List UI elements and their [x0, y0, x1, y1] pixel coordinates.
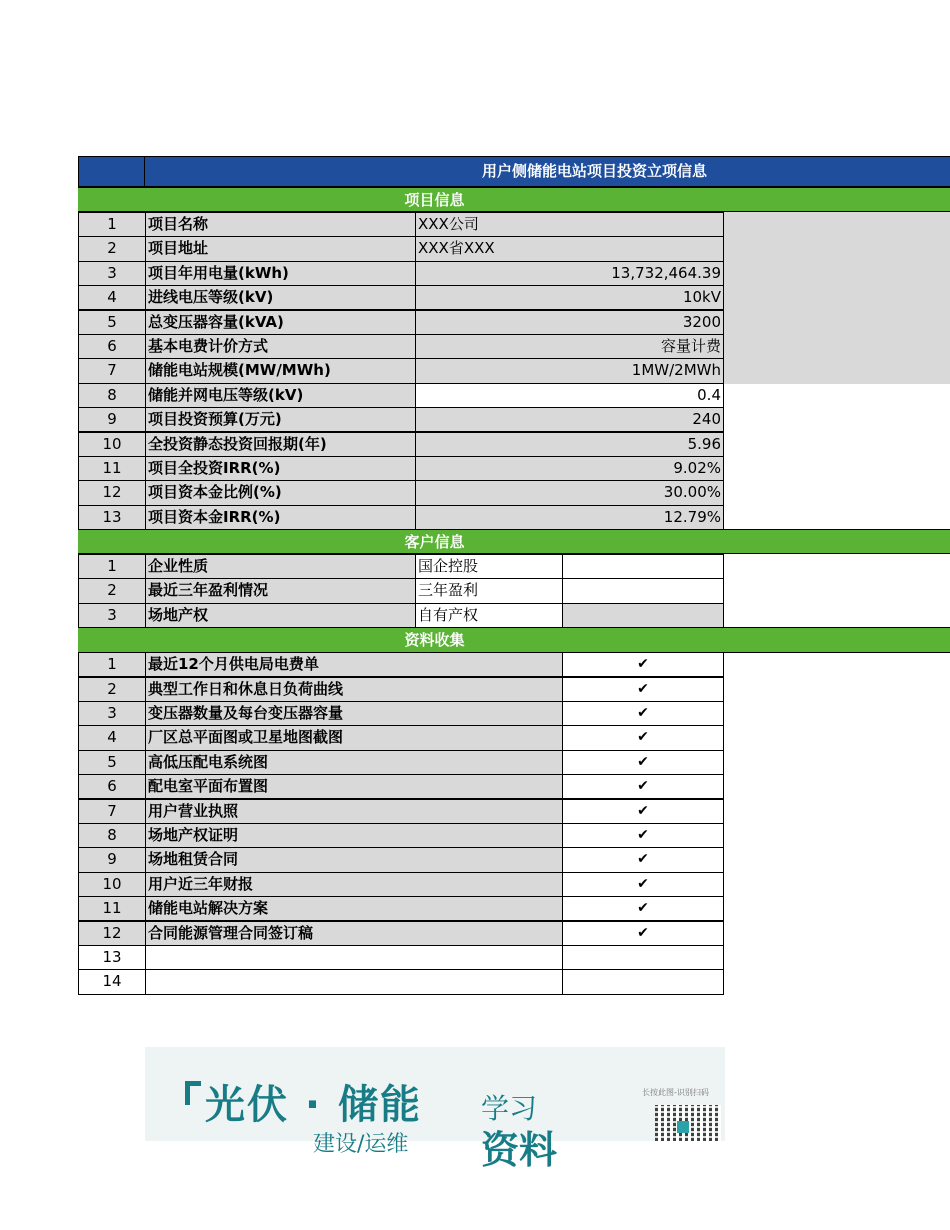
section-project-info — [78, 187, 950, 212]
field-label: 全投资静态投资回报期(年) — [145, 432, 416, 457]
section-materials-label: 资料收集 — [404, 631, 465, 650]
row-number: 11 — [78, 456, 146, 481]
material-label: 用户营业执照 — [145, 799, 563, 824]
row-number: 1 — [78, 554, 146, 579]
material-label: 配电室平面布置图 — [145, 774, 563, 799]
field-label: 企业性质 — [145, 554, 416, 579]
field-value[interactable]: XXX省XXX — [415, 236, 724, 261]
row-number: 8 — [78, 383, 146, 408]
material-label — [145, 969, 563, 994]
checkmark-icon[interactable]: ✔ — [562, 847, 724, 872]
field-value[interactable]: 10kV — [415, 285, 724, 310]
row-number: 12 — [78, 480, 146, 505]
row-number: 10 — [78, 432, 146, 457]
material-label: 合同能源管理合同签订稿 — [145, 921, 563, 946]
field-value[interactable]: 13,732,464.39 — [415, 261, 724, 286]
section-project-info-label: 项目信息 — [404, 191, 465, 209]
field-value[interactable]: 30.00% — [415, 480, 724, 505]
checkmark-icon[interactable]: ✔ — [562, 677, 724, 702]
checkmark-icon[interactable] — [562, 969, 724, 994]
checkmark-icon[interactable]: ✔ — [562, 921, 724, 946]
material-label: 变压器数量及每台变压器容量 — [145, 701, 563, 726]
field-value[interactable]: 9.02% — [415, 456, 724, 481]
row-number: 5 — [78, 310, 146, 335]
row-number: 4 — [78, 285, 146, 310]
gray-extension — [724, 310, 950, 335]
row-number: 12 — [78, 921, 146, 946]
checkmark-icon[interactable]: ✔ — [562, 799, 724, 824]
section-materials — [78, 627, 950, 652]
gray-extension — [724, 285, 950, 310]
checkmark-icon[interactable]: ✔ — [562, 725, 724, 750]
field-value[interactable]: 240 — [415, 407, 724, 432]
field-value[interactable]: 国企控股 — [415, 554, 563, 579]
material-label: 最近12个月供电局电费单 — [145, 652, 563, 677]
checkmark-icon[interactable]: ✔ — [562, 774, 724, 799]
gray-extension — [724, 236, 950, 261]
field-label: 项目资本金IRR(%) — [145, 505, 416, 530]
row-number: 7 — [78, 358, 146, 383]
field-label: 进线电压等级(kV) — [145, 285, 416, 310]
row-number: 1 — [78, 212, 146, 237]
material-label: 厂区总平面图或卫星地图截图 — [145, 725, 563, 750]
promo-title: 光伏 · 储能 — [205, 1082, 423, 1128]
field-label: 总变压器容量(kVA) — [145, 310, 416, 335]
field-label: 项目资本金比例(%) — [145, 480, 416, 505]
promo-banner — [145, 1047, 725, 1172]
checkmark-icon[interactable]: ✔ — [562, 872, 724, 897]
row-number: 5 — [78, 750, 146, 775]
field-label: 储能并网电压等级(kV) — [145, 383, 416, 408]
material-label: 储能电站解决方案 — [145, 896, 563, 921]
row-number: 13 — [78, 945, 146, 970]
field-extra[interactable] — [562, 554, 724, 579]
checkmark-icon[interactable]: ✔ — [562, 652, 724, 677]
gray-extension — [724, 261, 950, 286]
material-label: 场地租赁合同 — [145, 847, 563, 872]
gray-extension — [724, 334, 950, 359]
material-label: 用户近三年财报 — [145, 872, 563, 897]
checkmark-icon[interactable]: ✔ — [562, 823, 724, 848]
title-number-cell — [78, 156, 145, 187]
checkmark-icon[interactable]: ✔ — [562, 896, 724, 921]
row-number: 2 — [78, 578, 146, 603]
sheet-title-text: 用户侧储能电站项目投资立项信息 — [482, 162, 708, 180]
row-number: 3 — [78, 603, 146, 628]
field-value[interactable]: XXX公司 — [415, 212, 724, 237]
row-number: 6 — [78, 774, 146, 799]
row-number: 9 — [78, 407, 146, 432]
row-number: 6 — [78, 334, 146, 359]
row-number: 2 — [78, 236, 146, 261]
row-number: 2 — [78, 677, 146, 702]
sheet-title — [145, 156, 725, 187]
section-customer-info-label: 客户信息 — [404, 533, 465, 552]
field-label: 项目地址 — [145, 236, 416, 261]
field-label: 项目全投资IRR(%) — [145, 456, 416, 481]
field-value[interactable]: 1MW/2MWh — [415, 358, 724, 383]
field-label: 最近三年盈利情况 — [145, 578, 416, 603]
row-number: 7 — [78, 799, 146, 824]
row-number: 3 — [78, 261, 146, 286]
promo-line2-small: 建设/运维 — [313, 1132, 409, 1157]
section-customer-info — [78, 529, 950, 554]
row-number: 1 — [78, 652, 146, 677]
field-value[interactable]: 容量计费 — [415, 334, 724, 359]
row-number: 13 — [78, 505, 146, 530]
field-label: 储能电站规模(MW/MWh) — [145, 358, 416, 383]
row-number: 11 — [78, 896, 146, 921]
field-label: 基本电费计价方式 — [145, 334, 416, 359]
field-value[interactable]: 自有产权 — [415, 603, 563, 628]
checkmark-icon[interactable]: ✔ — [562, 750, 724, 775]
gray-extension — [724, 358, 950, 383]
checkmark-icon[interactable] — [562, 945, 724, 970]
material-label: 高低压配电系统图 — [145, 750, 563, 775]
material-label: 典型工作日和休息日负荷曲线 — [145, 677, 563, 702]
field-value[interactable]: 5.96 — [415, 432, 724, 457]
promo-subtitle: 学习 — [481, 1092, 538, 1125]
row-number: 10 — [78, 872, 146, 897]
checkmark-icon[interactable]: ✔ — [562, 701, 724, 726]
field-extra[interactable] — [562, 603, 724, 628]
bracket-mark — [185, 1081, 201, 1105]
material-label — [145, 945, 563, 970]
field-label: 场地产权 — [145, 603, 416, 628]
row-number: 8 — [78, 823, 146, 848]
row-number: 14 — [78, 969, 146, 994]
field-value[interactable]: 3200 — [415, 310, 724, 335]
promo-line2-big: 资料 — [481, 1128, 558, 1172]
row-number: 4 — [78, 725, 146, 750]
gray-extension — [724, 212, 950, 237]
field-extra[interactable] — [562, 578, 724, 603]
field-value[interactable]: 0.4 — [415, 383, 724, 408]
field-label: 项目投资预算(万元) — [145, 407, 416, 432]
field-value[interactable]: 12.79% — [415, 505, 724, 530]
field-label: 项目名称 — [145, 212, 416, 237]
qr-logo-icon — [677, 1121, 689, 1133]
material-label: 场地产权证明 — [145, 823, 563, 848]
scan-hint: 长按此图-识别扫码 — [642, 1088, 709, 1097]
field-value[interactable]: 三年盈利 — [415, 578, 563, 603]
row-number: 9 — [78, 847, 146, 872]
row-number: 3 — [78, 701, 146, 726]
field-label: 项目年用电量(kWh) — [145, 261, 416, 286]
